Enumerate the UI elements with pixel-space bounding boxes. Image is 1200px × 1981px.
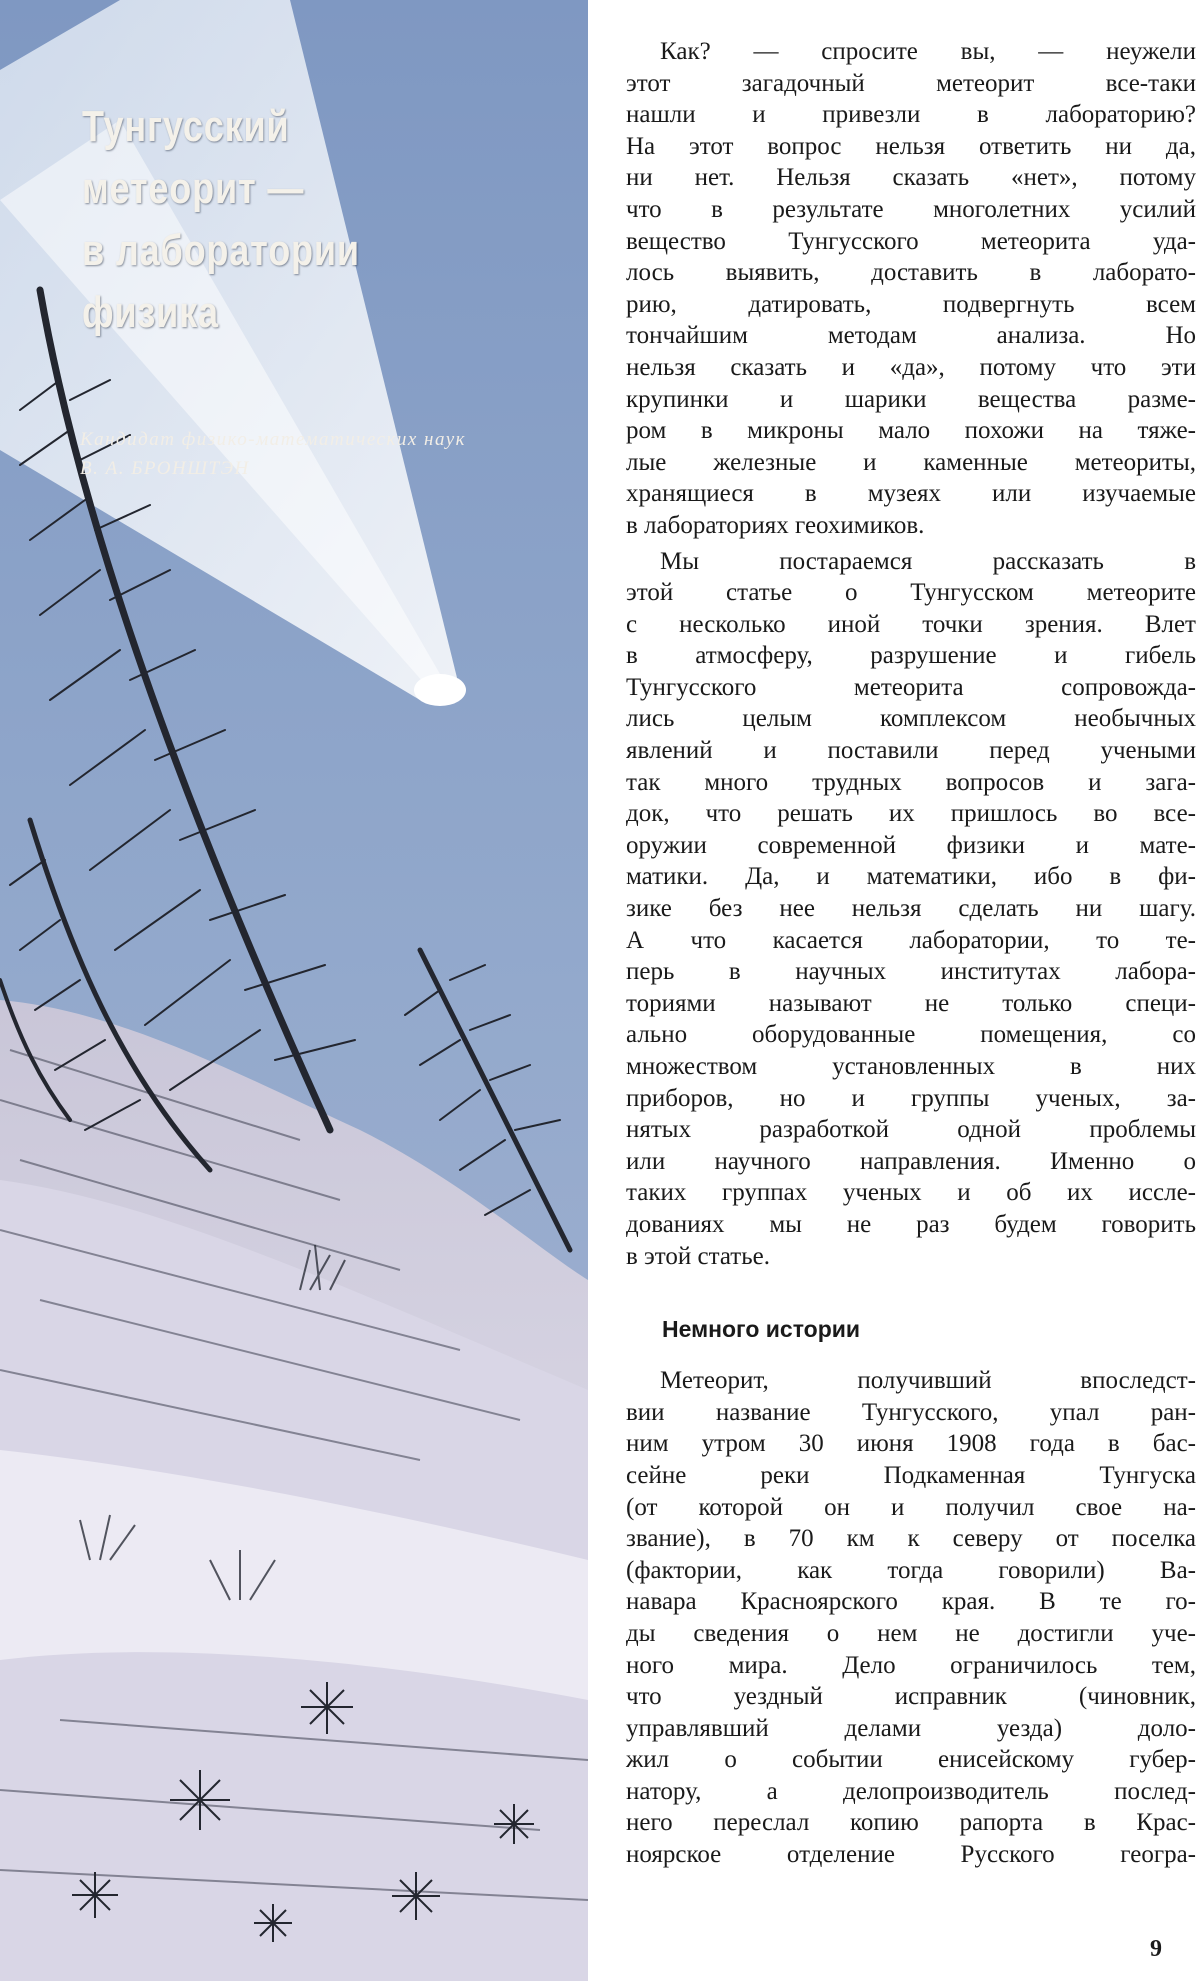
text-line: жил о событии енисейскому губер- — [626, 1746, 1196, 1774]
text-line: лые железные и каменные метеориты, — [626, 448, 1196, 476]
text-line: вии название Тунгусского, упал ран- — [626, 1398, 1196, 1426]
title-line: метеорит — — [82, 164, 305, 213]
text-line: этот загадочный метеорит все-таки — [626, 69, 1196, 97]
intro-paragraph-2 — [626, 546, 1196, 1273]
text-line: лось выявить, доставить в лаборато- — [626, 259, 1196, 287]
text-line: На этот вопрос нельзя ответить ни да, — [626, 132, 1196, 160]
article-body — [626, 36, 1196, 1871]
text-line: А что касается лаборатории, то те- — [626, 926, 1196, 954]
text-line: нятых разработкой одной проблемы — [626, 1116, 1196, 1144]
text-line: таких группах ученых и об их иссле- — [626, 1179, 1196, 1207]
text-line: в атмосферу, разрушение и гибель — [626, 642, 1196, 670]
text-line: оружии современной физики и мате- — [626, 831, 1196, 859]
text-line: звание), в 70 км к северу от поселка — [626, 1525, 1196, 1553]
text-line: тончайшим методам анализа. Но — [626, 322, 1196, 350]
text-line: явлений и поставили перед учеными — [626, 737, 1196, 765]
text-line: что в результате многолетних усилий — [626, 195, 1196, 223]
text-line: крупинки и шарики вещества разме- — [626, 385, 1196, 413]
meteor-illustration — [0, 0, 588, 1981]
text-line: ально оборудованные помещения, со — [626, 1021, 1196, 1049]
text-line: лись целым комплексом необычных — [626, 705, 1196, 733]
text-line: приборов, но и группы ученых, за- — [626, 1084, 1196, 1112]
author-byline — [80, 425, 466, 483]
title-line: физика — [82, 288, 219, 337]
text-line: (фактории, как тогда говорили) Ва- — [626, 1556, 1196, 1584]
text-line: Тунгусского метеорита сопровожда- — [626, 673, 1196, 701]
text-line: ториями называют не только специ- — [626, 989, 1196, 1017]
text-line: в этой статье. — [626, 1242, 770, 1270]
author-credentials: Кандидат физико-математических наук — [80, 429, 467, 450]
text-line: ним утром 30 июня 1908 года в бас- — [626, 1430, 1196, 1458]
text-line: дованиях мы не раз будем говорить — [626, 1210, 1196, 1238]
text-line: натору, а делопроизводитель послед- — [626, 1777, 1196, 1805]
text-line: док, что решать их пришлось во все- — [626, 800, 1196, 828]
text-line: ноярское отделение Русского геогра- — [626, 1841, 1196, 1869]
text-line: в лабораториях геохимиков. — [626, 511, 925, 539]
text-line: Мы постараемся рассказать в — [660, 547, 1196, 575]
title-line: Тунгусский — [82, 102, 290, 151]
text-line: ром в микроны мало похожи на тяже- — [626, 417, 1196, 445]
text-line: навара Красноярского края. В те го- — [626, 1588, 1196, 1616]
text-line: множеством установленных в них — [626, 1053, 1196, 1080]
section-heading: Немного истории — [662, 1316, 861, 1343]
text-line: управлявший делами уезда) доло- — [626, 1714, 1196, 1742]
text-line: ни нет. Нельзя сказать «нет», потому — [626, 164, 1196, 192]
history-paragraph — [626, 1365, 1196, 1871]
text-line: ного мира. Дело ограничилось тем, — [626, 1651, 1196, 1679]
text-line: нельзя сказать и «да», потому что эти — [626, 353, 1196, 381]
text-line: хранящиеся в музеях или изучаемые — [626, 480, 1196, 508]
author-name: В. А. БРОНШТЭН — [80, 458, 250, 479]
text-line: вещество Тунгусского метеорита уда- — [626, 227, 1196, 255]
text-line: (от которой он и получил свое на- — [626, 1493, 1196, 1521]
text-line: этой статье о Тунгусском метеорите — [626, 579, 1196, 607]
text-line: него переслал копию рапорта в Крас- — [626, 1809, 1196, 1837]
text-line: зике без нее нельзя сделать ни шагу. — [626, 895, 1196, 923]
title-line: в лаборатории — [82, 226, 360, 275]
text-line: сейне реки Подкаменная Тунгуска — [626, 1461, 1196, 1489]
article-title — [82, 96, 360, 344]
intro-paragraph-1 — [626, 36, 1196, 542]
text-line: рию, датировать, подвергнуть всем — [626, 290, 1196, 318]
text-line: так много трудных вопросов и зага- — [626, 768, 1196, 796]
text-line: матики. Да, и математики, ибо в фи- — [626, 863, 1196, 891]
text-line: или научного направления. Именно о — [626, 1147, 1196, 1175]
text-line: что уездный исправник (чиновник, — [626, 1683, 1196, 1711]
text-line: нашли и привезли в лабораторию? — [626, 101, 1196, 129]
text-line: Метеорит, получивший впоследст- — [660, 1367, 1196, 1395]
text-line: с несколько иной точки зрения. Влет — [626, 610, 1196, 638]
page-number: 9 — [1150, 1936, 1162, 1962]
text-line: ды сведения о нем не достигли уче- — [626, 1619, 1196, 1647]
text-line: перь в научных институтах лабора- — [626, 958, 1196, 986]
text-line: Как? — спросите вы, — неужели — [660, 38, 1196, 65]
